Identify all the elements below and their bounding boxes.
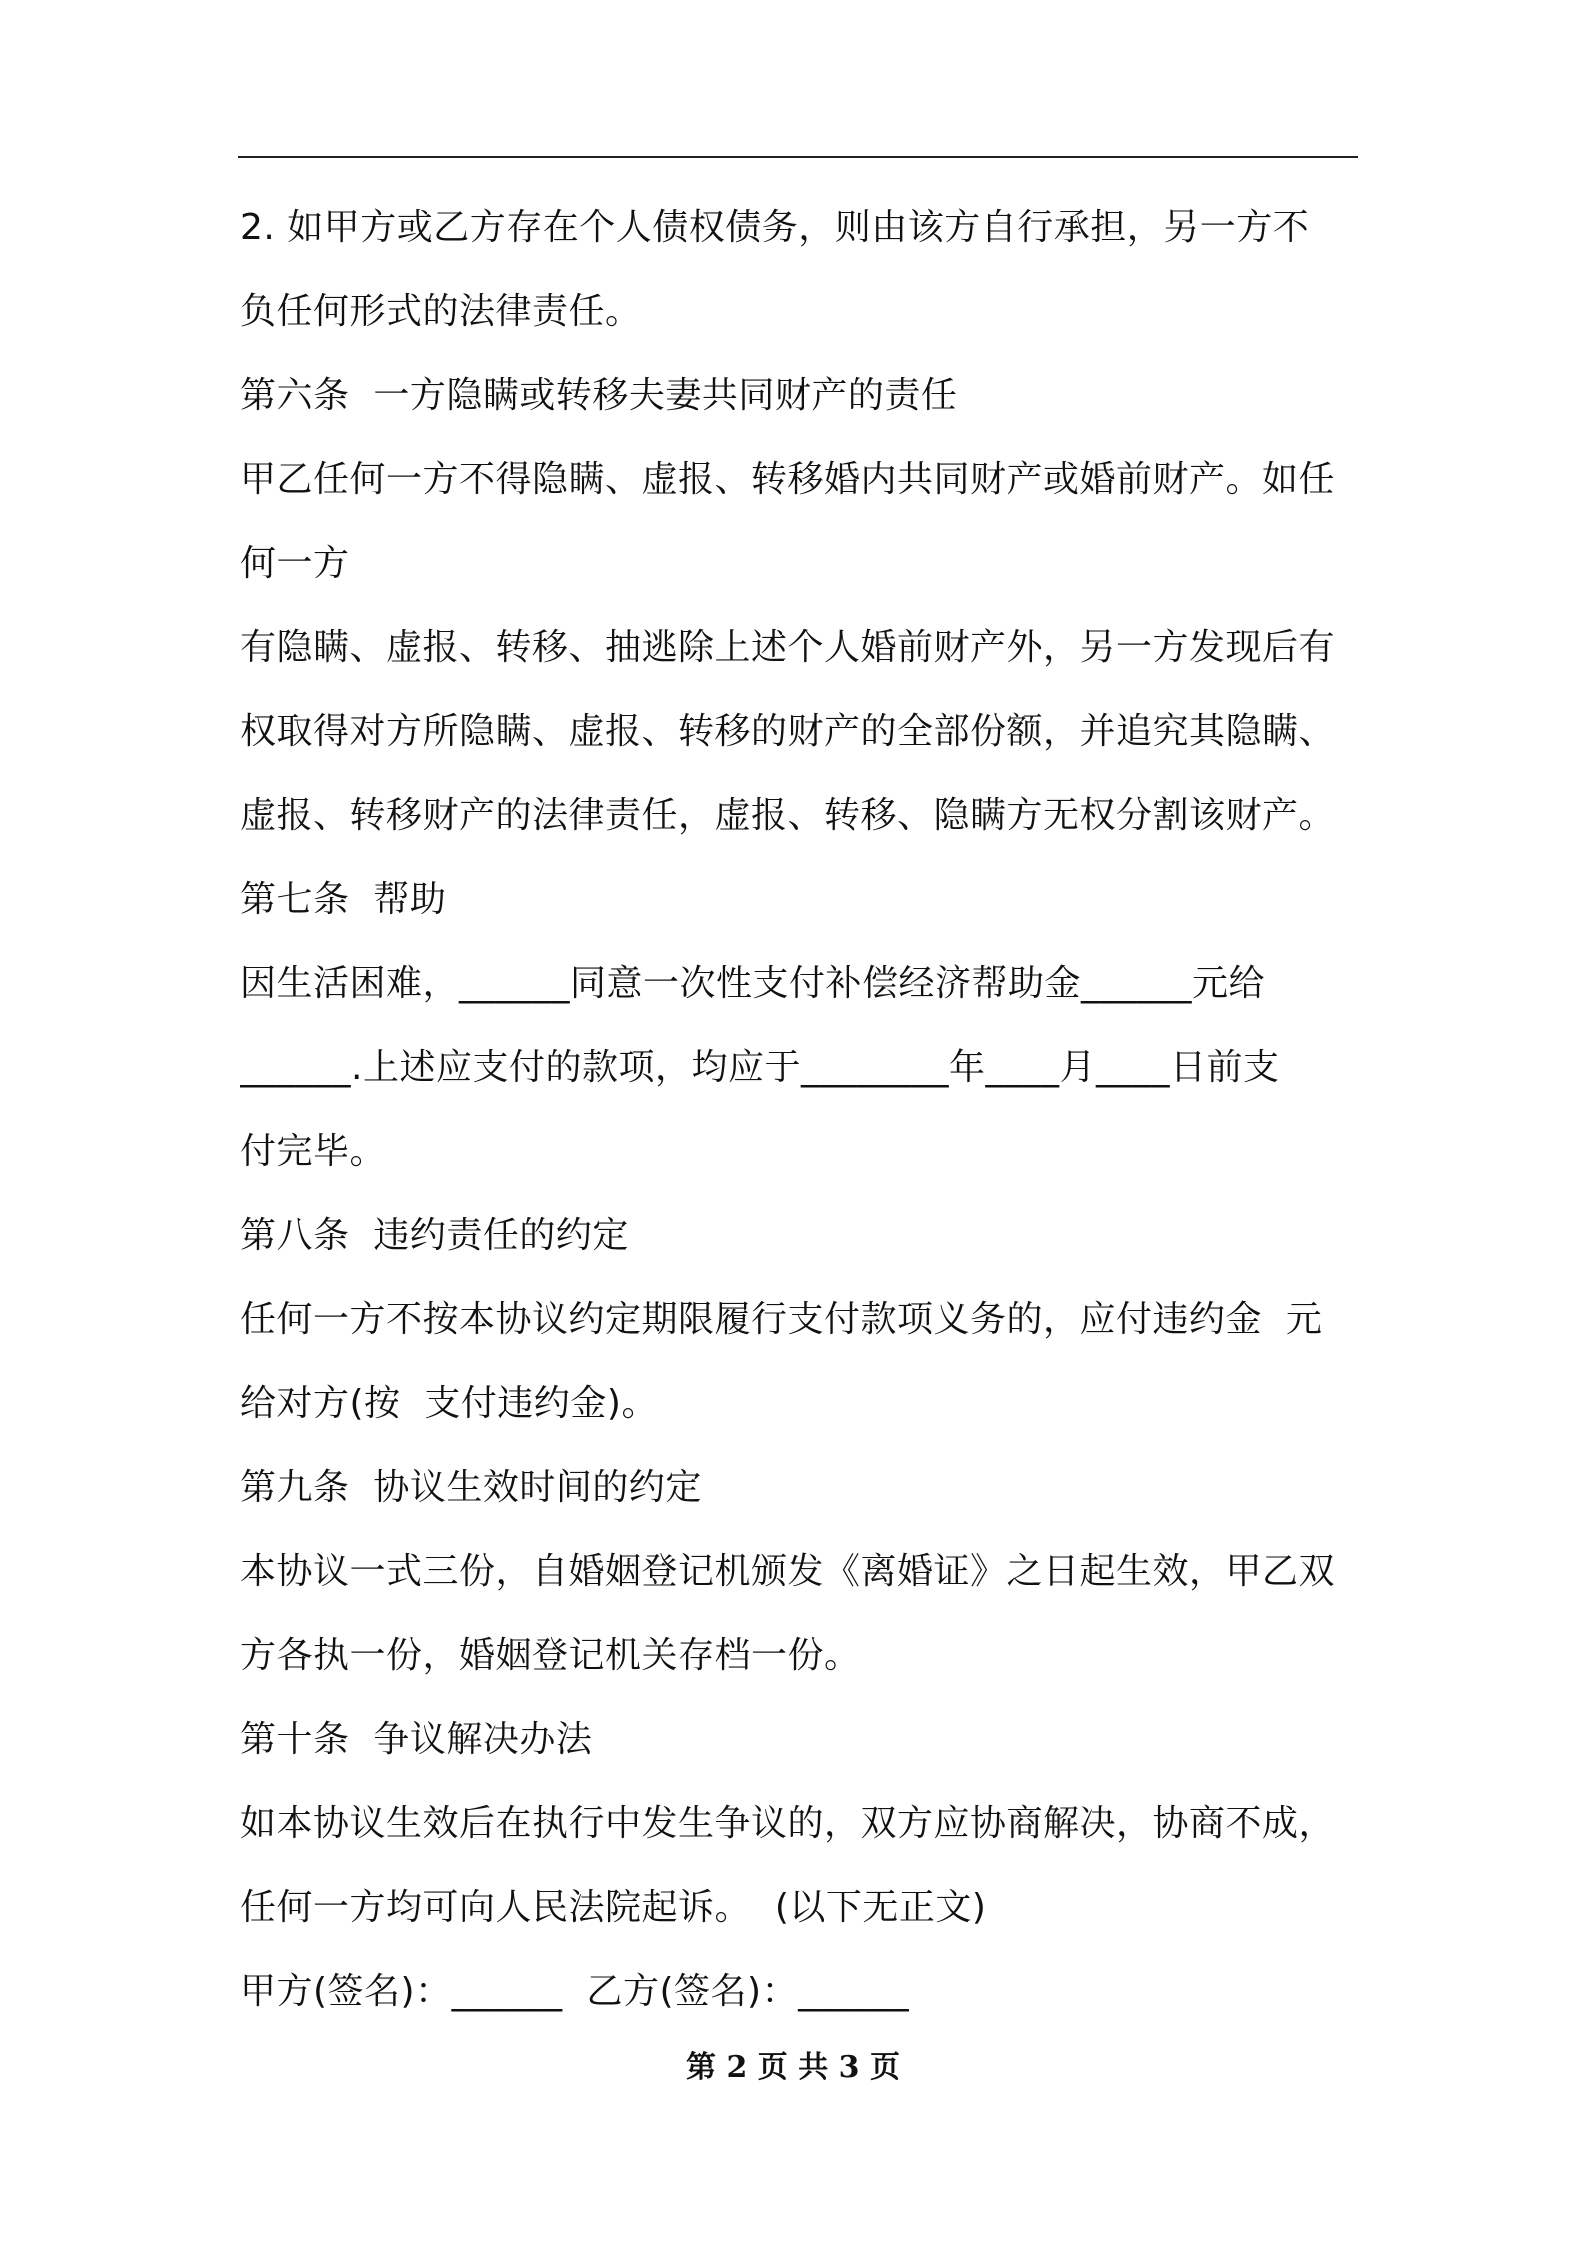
article-10-heading: 第十条 争议解决办法	[240, 1719, 593, 1760]
paragraph-line: 因生活困难，______同意一次性支付补偿经济帮助金______元给	[240, 963, 1266, 1004]
paragraph-line: 方各执一份，婚姻登记机关存档一份。	[240, 1635, 861, 1676]
paragraph-line: 给对方(按 支付违约金)。	[240, 1383, 658, 1424]
paragraph-line: 任何一方均可向人民法院起诉。 (以下无正文)	[240, 1887, 987, 1928]
paragraph-line: 任何一方不按本协议约定期限履行支付款项义务的，应付违约金 元	[240, 1299, 1323, 1340]
article-8-heading: 第八条 违约责任的约定	[240, 1215, 629, 1256]
article-9-heading: 第九条 协议生效时间的约定	[240, 1467, 702, 1508]
paragraph-line: 负任何形式的法律责任。	[240, 291, 642, 332]
paragraph-line: 有隐瞒、虚报、转移、抽逃除上述个人婚前财产外，另一方发现后有	[240, 627, 1336, 668]
paragraph-line: 本协议一式三份，自婚姻登记机颁发《离婚证》之日起生效，甲乙双	[240, 1551, 1336, 1592]
paragraph-line: 何一方	[240, 543, 350, 584]
paragraph-line: 付完毕。	[240, 1131, 387, 1172]
header-divider	[238, 156, 1358, 158]
article-6-heading: 第六条 一方隐瞒或转移夫妻共同财产的责任	[240, 375, 958, 416]
paragraph-line: 甲乙任何一方不得隐瞒、虚报、转移婚内共同财产或婚前财产。如任	[240, 459, 1336, 500]
paragraph-line-debt-clause: 2. 如甲方或乙方存在个人债权债务，则由该方自行承担，另一方不	[240, 207, 1310, 248]
document-body	[240, 186, 1358, 2034]
paragraph-line: 虚报、转移财产的法律责任，虚报、转移、隐瞒方无权分割该财产。	[240, 795, 1336, 836]
paragraph-line: 权取得对方所隐瞒、虚报、转移的财产的全部份额，并追究其隐瞒、	[240, 711, 1336, 752]
article-7-heading: 第七条 帮助	[240, 879, 447, 920]
paragraph-line: 如本协议生效后在执行中发生争议的，双方应协商解决，协商不成，	[240, 1803, 1336, 1844]
paragraph-line: ______.上述应支付的款项，均应于________年____月____日前支	[240, 1047, 1280, 1088]
page-number-footer: 第 2 页 共 3 页	[686, 2050, 900, 2085]
signature-line: 甲方(签名)：______ 乙方(签名)：______	[240, 1971, 910, 2012]
